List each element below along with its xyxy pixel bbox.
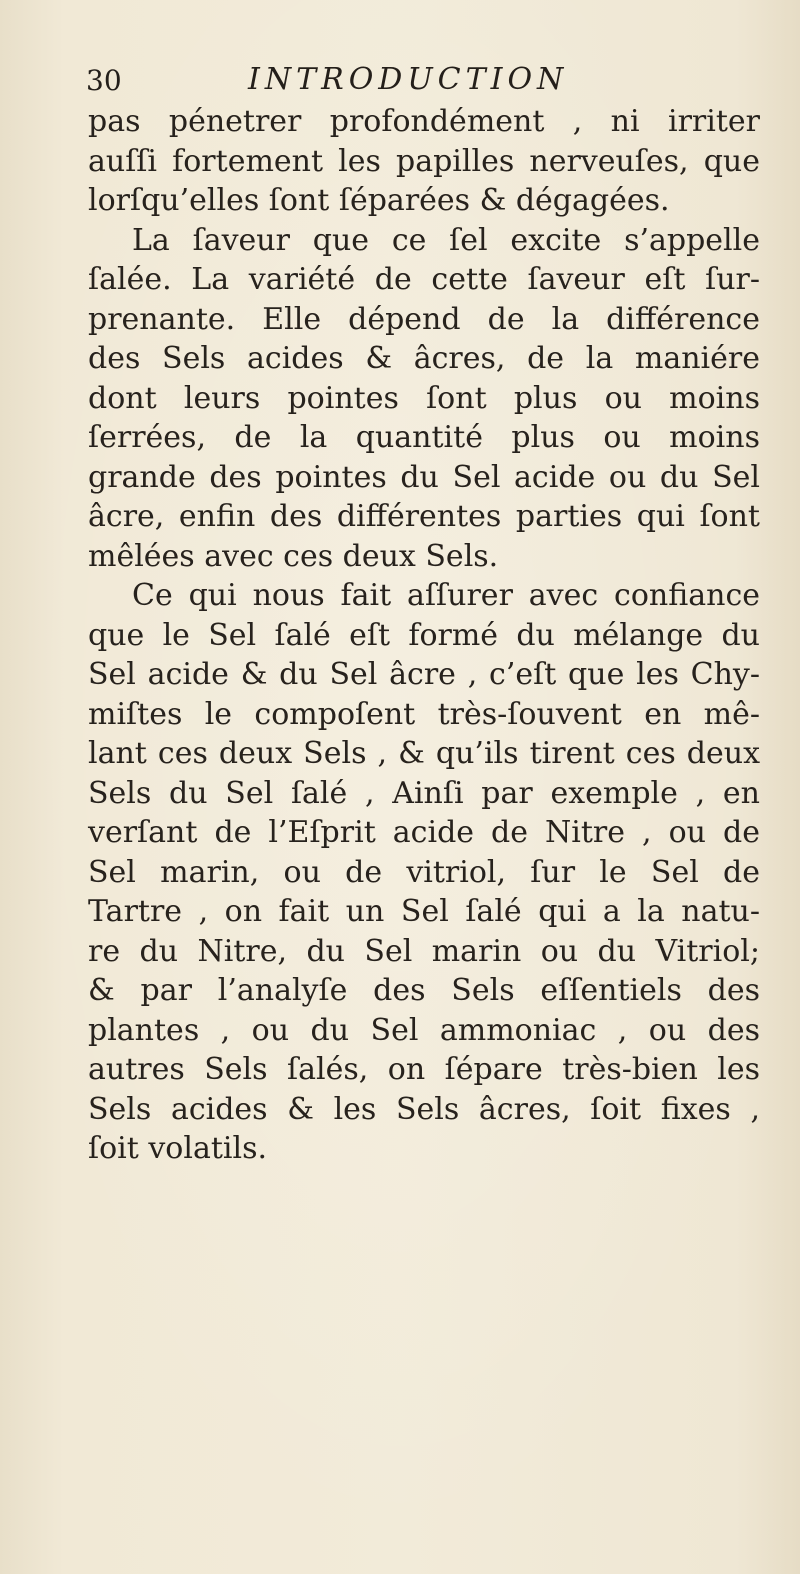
text-line: Tartre , on fait un Sel ſalé qui a la natu- [88,894,760,929]
text-line: Sels acides & les Sels âcres, ſoit fixes , [88,1091,760,1127]
text-line: prenante. Elle dépend de la différence [88,301,760,337]
running-title: INTRODUCTION [248,62,569,97]
text-line: plantes , ou du Sel ammoniac , ou des [88,1012,760,1048]
text-line: auſſi fortement les papilles nerveuſes, que [88,143,760,179]
text-line: autres Sels ſalés, on ſépare très-bien les [88,1052,760,1087]
text-line: que le Sel ſalé eſt formé du mélange du [88,617,760,653]
text-line: Ce qui nous fait aſſurer avec confiance [132,578,760,613]
text-line: La ſaveur que ce ſel excite s’appelle [132,222,760,258]
text-line: miſtes le compoſent très-ſouvent en mê- [88,696,760,732]
text-line: re du Nitre, du Sel marin ou du Vitriol; [88,933,760,969]
body-text [88,102,760,1169]
text-line: ſalée. La variété de cette ſaveur eſt ſur- [88,262,760,297]
text-line: grande des pointes du Sel acide ou du Sel [88,459,760,495]
text-line: lorſqu’elles ſont ſéparées & dégagées. [88,183,670,218]
text-line: & par l’analyſe des Sels eſſentiels des [88,973,760,1008]
text-line: pas pénetrer profondément , ni irriter [88,104,760,139]
text-line: Sel acide & du Sel âcre , c’eſt que les Chy- [88,657,760,692]
text-line: ſoit volatils. [88,1131,268,1166]
text-line: ſerrées, de la quantité plus ou moins [88,420,760,455]
text-line: lant ces deux Sels , & qu’ils tirent ces deux [88,736,760,771]
text-line: âcre, enfin des différentes parties qui ſont [88,499,760,534]
page-number: 30 [86,64,122,97]
text-line: dont leurs pointes ſont plus ou moins [88,380,760,416]
text-line: mêlées avec ces deux Sels. [88,538,499,574]
text-line: verſant de l’Eſprit acide de Nitre , ou de [88,815,760,850]
text-line: Sels du Sel ſalé , Ainſi par exemple , en [88,775,760,811]
text-line: Sel marin, ou de vitriol, ſur le Sel de [88,854,760,890]
text-line: des Sels acides & âcres, de la maniére [88,341,760,376]
page-header [0,62,800,102]
